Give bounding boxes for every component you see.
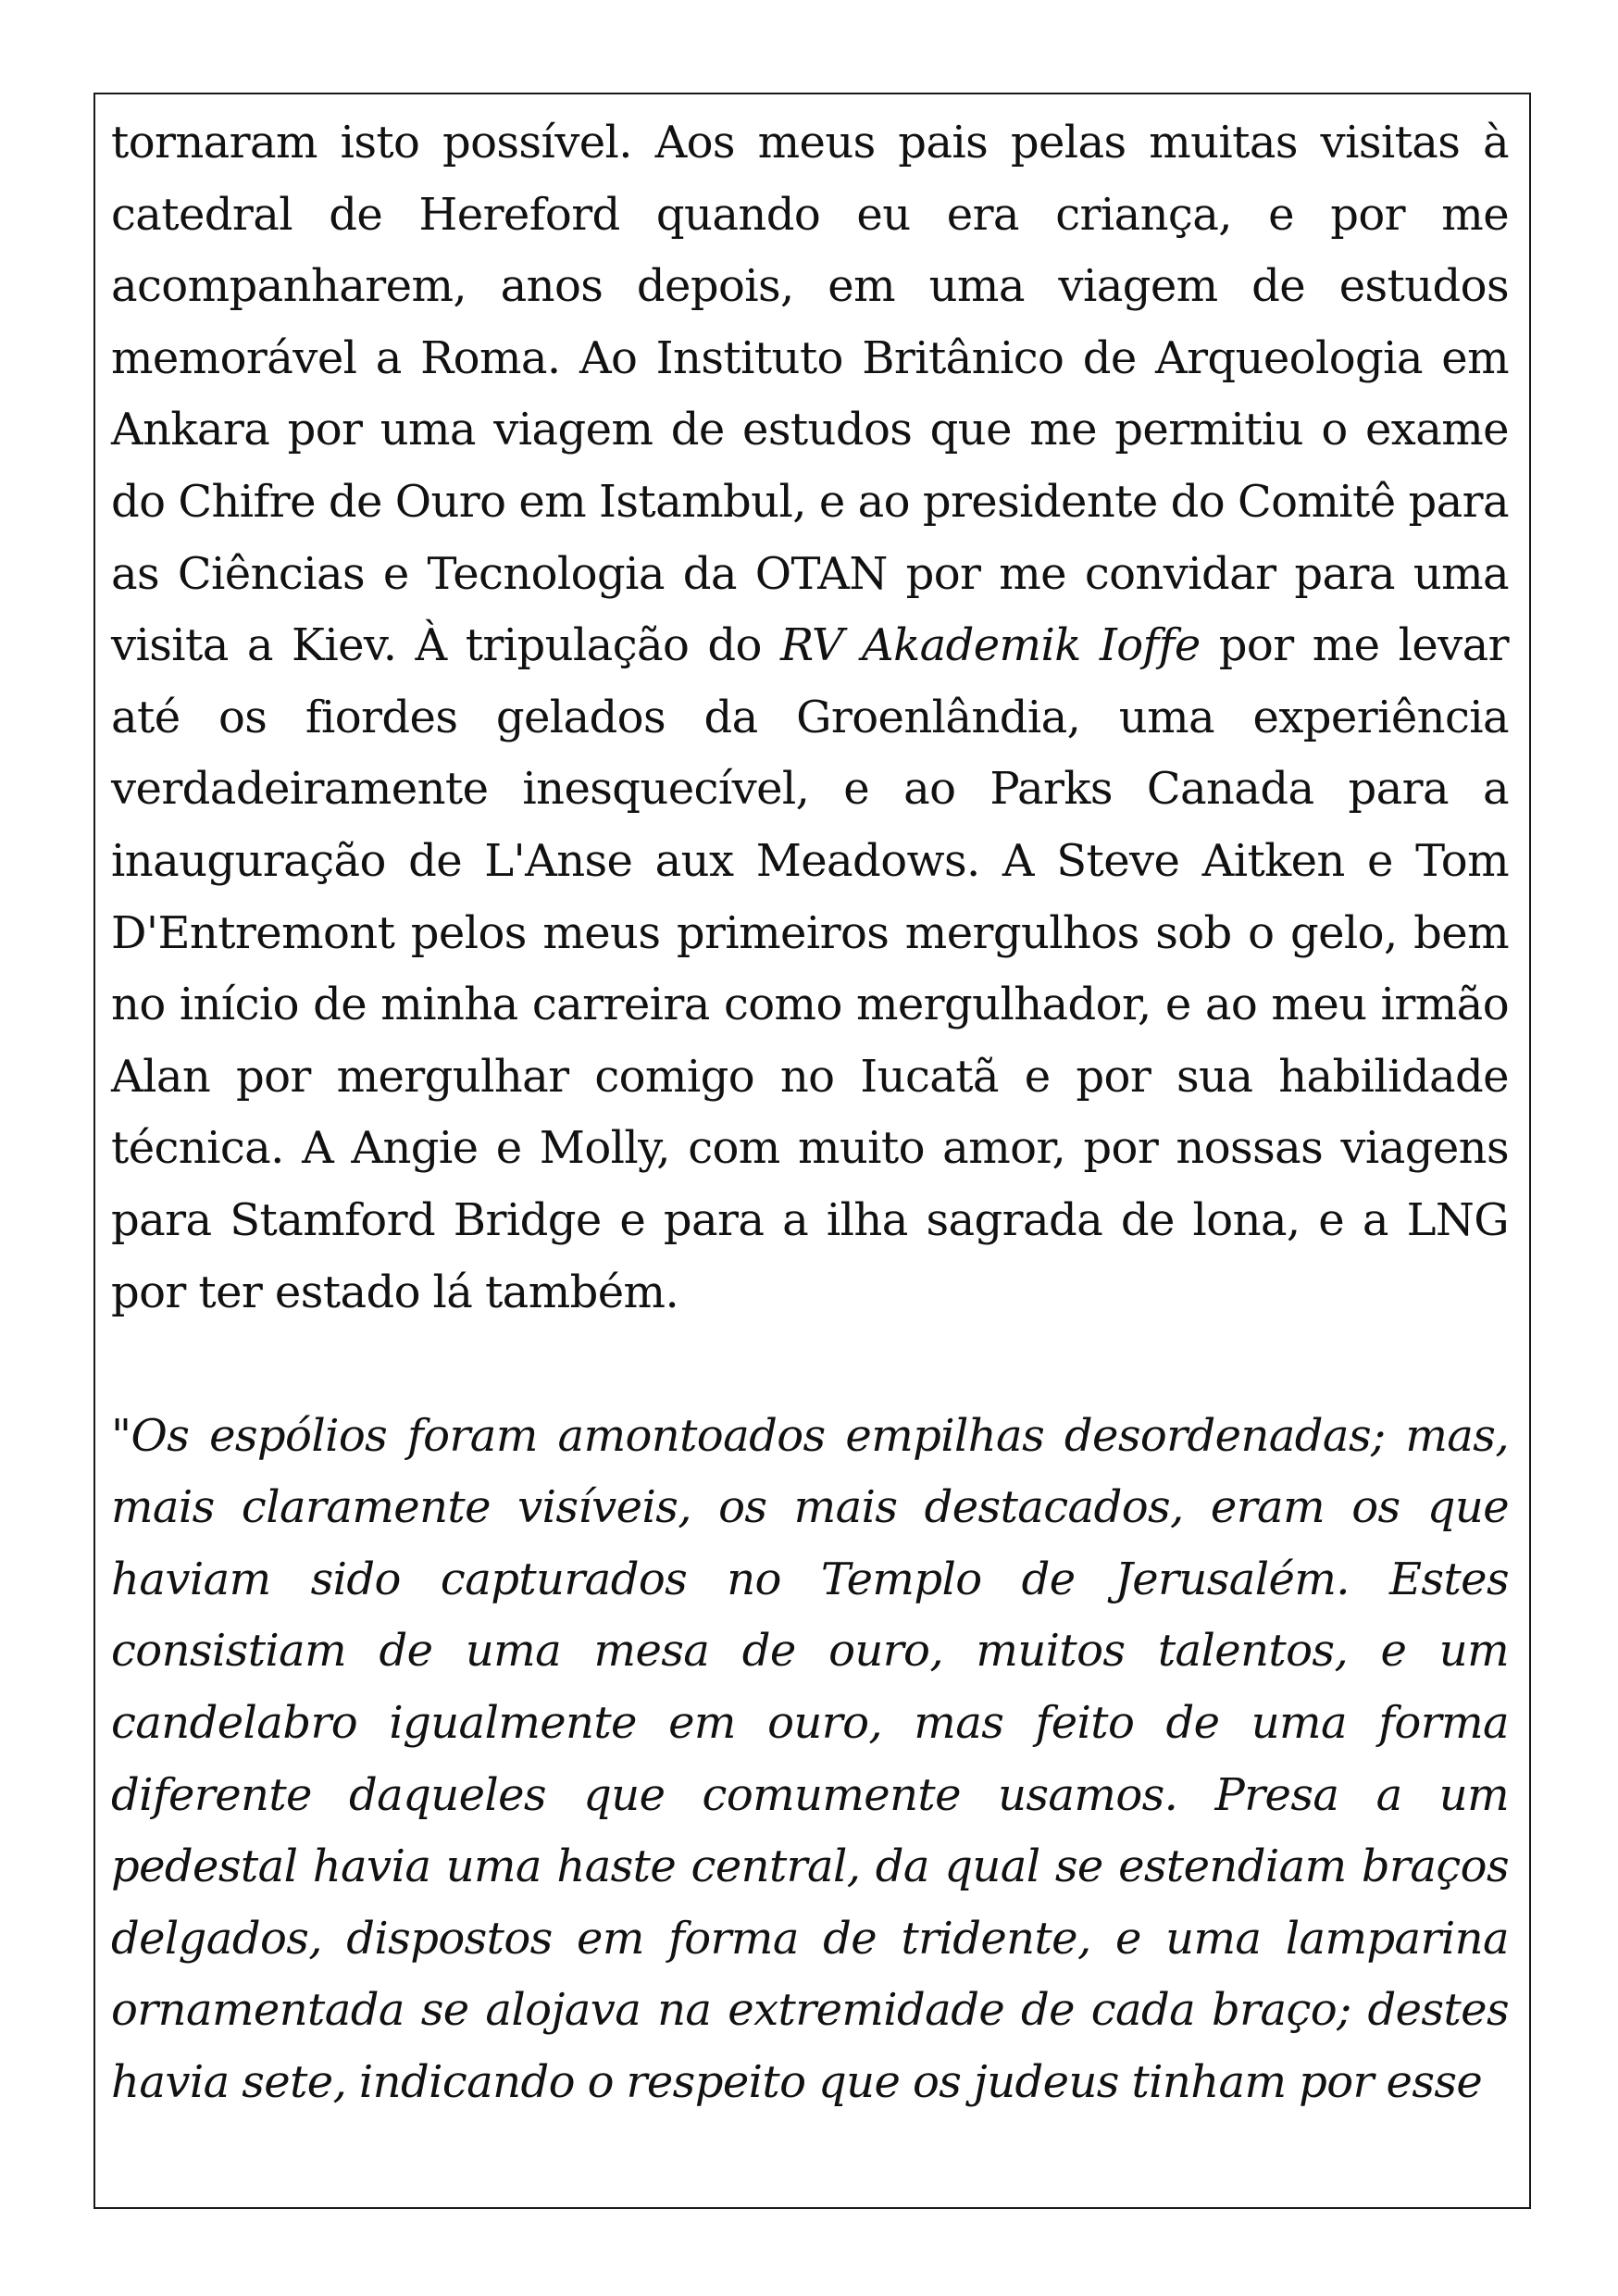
acknowledgements-paragraph	[111, 107, 1509, 1329]
acknowledgements-text-part-2: por me levar até os fiordes gelados da Groenlândia, uma experiência verdadeiramente inesquecível, e ao Parks Canada para a inauguração de L'Anse aux Meadows. A Steve Aitken e Tom D'Entremont pelos meus primeiros mergulhos sob o gelo, bem no início de minha carreira como mergulhador, e ao meu irmão Alan por mergulhar comigo no Iucatã e por sua habilidade técnica. A Angie e Molly, com muito amor, por nossas viagens para Stamford Bridge e para a ilha sagrada de lona, e a LNG por ter estado lá também.	[111, 619, 1510, 1318]
ship-name: RV Akademik Ioffe	[780, 619, 1201, 672]
page-frame	[93, 93, 1531, 2209]
acknowledgements-text-part-1: tornaram isto possível. Aos meus pais pelas muitas visitas à catedral de Hereford quando eu era criança, e por me acompanharem, anos depois, em uma viagem de estudos memorável a Roma. Ao Instituto Britânico de Arqueologia em Ankara por uma viagem de estudos que me permitiu o exame do Chifre de Ouro em Istambul, e ao presidente do Comitê para as Ciências e Tecnologia da OTAN por me convidar para uma visita a Kiev. À tripulação do	[111, 117, 1509, 672]
quote-paragraph: "Os espólios foram amontoados empilhas desordenadas; mas, mais claramente visíveis, os mais destacados, eram os que haviam sido capturados no Templo de Jerusalém. Estes consistiam de uma mesa de ouro, muitos talentos, e um candelabro igualmente em ouro, mas feito de uma forma diferente daqueles que comumente usamos. Presa a um pedestal havia uma haste central, da qual se estendiam braços delgados, dispostos em forma de tridente, e uma lamparina ornamentada se alojava na extremidade de cada braço; destes havia sete, indicando o respeito que os judeus tinham por esse	[111, 1409, 1509, 2109]
